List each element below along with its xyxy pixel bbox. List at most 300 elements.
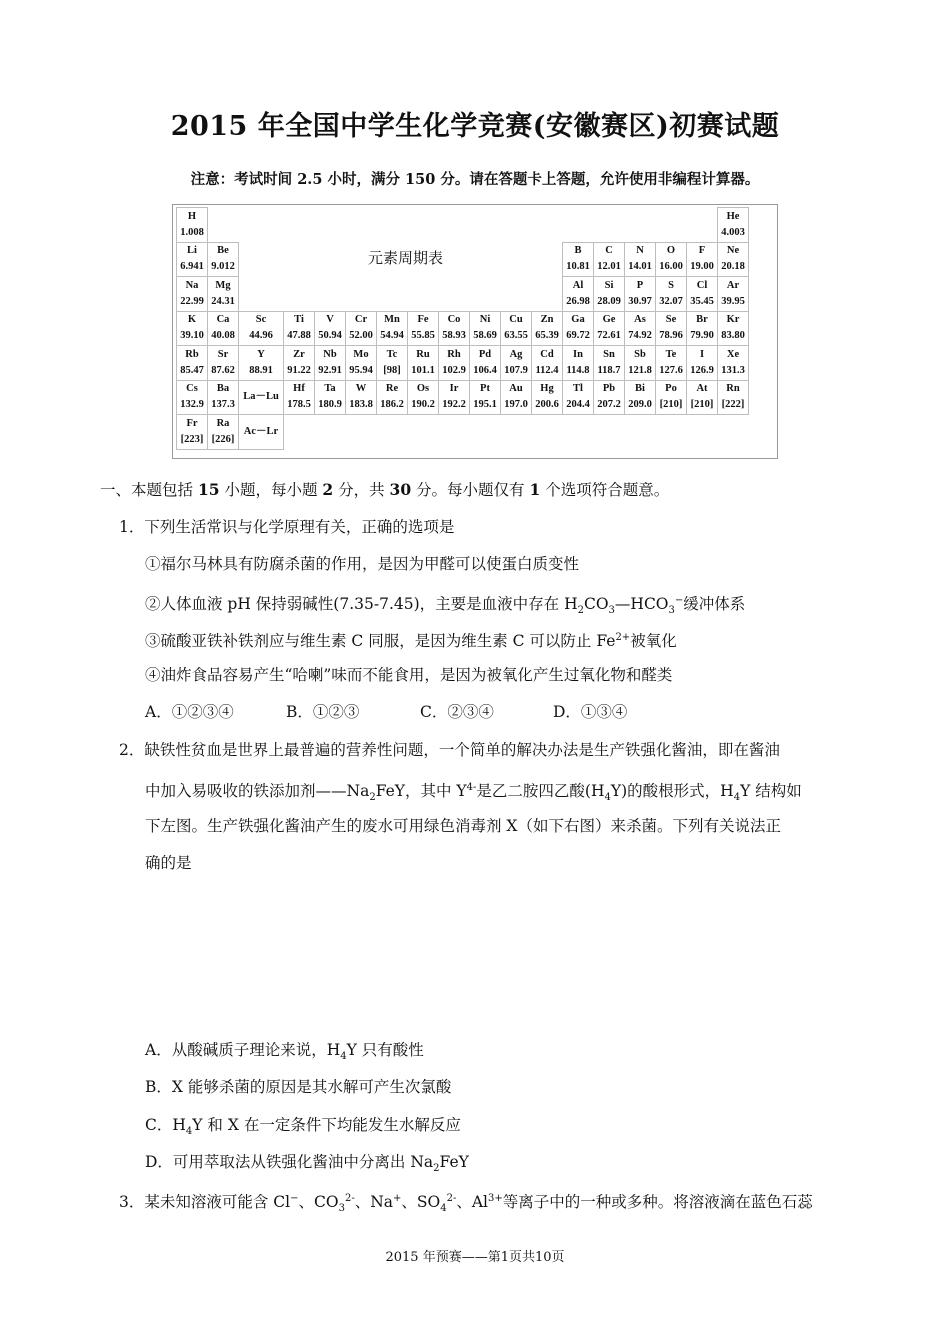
element-symbol: Cl <box>696 279 708 291</box>
element-symbol: Zr <box>293 348 305 360</box>
question-1-statement-1: ①福尔马林具有防腐杀菌的作用，是因为甲醛可以使蛋白质变性 <box>145 555 580 573</box>
element-symbol: La－Lu <box>243 391 279 403</box>
question-1-option-c: C．②③④ <box>420 703 494 721</box>
element-cell <box>346 346 377 381</box>
element-symbol: Ti <box>294 314 304 326</box>
empty-cell <box>501 277 532 312</box>
element-cell <box>377 380 408 415</box>
atomic-mass: 35.45 <box>690 295 714 307</box>
empty-cell <box>439 208 470 243</box>
empty-cell <box>239 277 284 312</box>
atomic-mass: 118.7 <box>597 364 621 376</box>
element-cell <box>501 346 532 381</box>
element-cell <box>284 311 315 346</box>
superscript: 4- <box>466 782 477 793</box>
element-cell <box>239 346 284 381</box>
atomic-mass: [222] <box>721 399 745 411</box>
atomic-mass: 14.01 <box>628 261 652 273</box>
element-symbol: H <box>187 210 197 222</box>
element-symbol: Ga <box>571 314 585 326</box>
atomic-mass: 207.2 <box>597 399 621 411</box>
element-symbol: Po <box>665 383 677 395</box>
text: 、CO <box>298 1193 339 1211</box>
text: 是乙二胺四乙酸(H <box>476 782 605 800</box>
atomic-mass: 44.96 <box>249 330 273 342</box>
empty-cell <box>532 208 563 243</box>
empty-cell <box>439 242 470 277</box>
empty-cell <box>594 208 625 243</box>
atomic-mass: 78.96 <box>659 330 683 342</box>
element-cell <box>656 311 687 346</box>
empty-cell <box>315 242 346 277</box>
element-cell <box>284 346 315 381</box>
text: 、Na <box>354 1193 394 1211</box>
atomic-mass: 92.91 <box>318 364 342 376</box>
text: A．从酸碱质子理论来说，H <box>145 1041 341 1059</box>
element-cell <box>470 311 501 346</box>
atomic-mass: 19.00 <box>690 261 714 273</box>
atomic-mass: 39.95 <box>721 295 745 307</box>
element-symbol: Au <box>509 383 523 395</box>
element-symbol: Cr <box>354 314 368 326</box>
element-cell <box>594 380 625 415</box>
element-symbol: Ar <box>726 279 740 291</box>
element-symbol: N <box>636 245 644 257</box>
element-symbol: Rb <box>185 348 199 360</box>
empty-cell <box>470 242 501 277</box>
question-2-option-b: B．X 能够杀菌的原因是其水解可产生次氯酸 <box>145 1078 452 1096</box>
question-1-stem: 1．下列生活常识与化学原理有关，正确的选项是 <box>119 518 455 536</box>
atomic-mass: 192.2 <box>442 399 466 411</box>
atomic-mass: 197.0 <box>504 399 528 411</box>
element-cell <box>177 242 208 277</box>
total-score: 30 <box>389 480 412 499</box>
superscript: 2+ <box>615 632 631 643</box>
periodic-table-row <box>177 242 749 277</box>
element-cell <box>625 242 656 277</box>
atomic-mass: 132.9 <box>180 399 204 411</box>
question-2-option-a <box>145 1039 424 1068</box>
atomic-mass: 190.2 <box>411 399 435 411</box>
atomic-mass: 131.3 <box>721 364 745 376</box>
element-symbol: Pt <box>480 383 490 395</box>
atomic-mass: 58.69 <box>473 330 497 342</box>
atomic-mass: [98] <box>383 364 401 376</box>
atomic-mass: 4.003 <box>721 226 745 238</box>
element-symbol: Ag <box>509 348 523 360</box>
periodic-table-row <box>177 311 749 346</box>
empty-cell <box>656 208 687 243</box>
element-symbol: Mn <box>384 314 400 326</box>
question-1-option-d: D．①③④ <box>553 703 628 721</box>
element-symbol: O <box>666 245 676 257</box>
empty-cell <box>239 208 284 243</box>
atomic-mass: 28.09 <box>597 295 621 307</box>
element-cell <box>532 311 563 346</box>
section-text: 一、本题包括 <box>100 481 198 499</box>
element-cell <box>408 346 439 381</box>
atomic-mass: 30.97 <box>628 295 652 307</box>
element-symbol: Ni <box>479 314 491 326</box>
element-symbol: Re <box>385 383 399 395</box>
question-1-option-b: B．①②③ <box>286 703 360 721</box>
subscript: 3 <box>338 1203 345 1214</box>
question-1-statement-2 <box>145 590 745 622</box>
empty-cell <box>470 277 501 312</box>
subscript: 3 <box>668 605 675 616</box>
score-per-question: 2 <box>322 480 334 499</box>
element-symbol: B <box>574 245 582 257</box>
element-cell <box>315 380 346 415</box>
element-cell <box>563 346 594 381</box>
empty-cell <box>625 415 656 450</box>
atomic-mass: 101.1 <box>411 364 435 376</box>
text: Y)的酸根形式，H <box>610 782 734 800</box>
atomic-mass: 65.39 <box>535 330 559 342</box>
element-cell <box>501 311 532 346</box>
element-cell <box>563 380 594 415</box>
element-cell <box>315 346 346 381</box>
section-1-instruction <box>100 479 669 501</box>
element-cell <box>563 242 594 277</box>
atomic-mass: 50.94 <box>318 330 342 342</box>
atomic-mass: 112.4 <box>535 364 559 376</box>
atomic-mass: 88.91 <box>249 364 273 376</box>
atomic-mass: [226] <box>211 433 235 445</box>
text: FeY，其中 Y <box>375 782 467 800</box>
empty-cell <box>346 208 377 243</box>
element-symbol: P <box>636 279 644 291</box>
atomic-mass: 20.18 <box>721 261 745 273</box>
element-symbol: Tl <box>573 383 583 395</box>
empty-cell <box>408 415 439 450</box>
element-cell <box>718 311 749 346</box>
page-title: 2015 年全国中学生化学竞赛(安徽赛区)初赛试题 <box>170 111 780 142</box>
text: Y 和 X 在一定条件下均能发生水解反应 <box>192 1116 461 1134</box>
question-2-option-c <box>145 1114 461 1143</box>
element-symbol: Li <box>187 245 197 257</box>
element-symbol: Cs <box>186 383 198 395</box>
element-cell <box>563 277 594 312</box>
superscript: + <box>393 1193 402 1204</box>
element-symbol: Hg <box>540 383 554 395</box>
atomic-mass: 39.10 <box>180 330 204 342</box>
element-cell <box>315 311 346 346</box>
element-cell <box>687 277 718 312</box>
empty-cell <box>346 277 377 312</box>
element-symbol: Ba <box>216 383 230 395</box>
element-symbol: Ra <box>216 417 230 429</box>
superscript: − <box>674 595 684 606</box>
periodic-table-row <box>177 208 749 243</box>
element-symbol: Mo <box>353 348 369 360</box>
element-symbol: Sc <box>255 314 267 326</box>
empty-cell <box>284 277 315 312</box>
atomic-mass: 114.8 <box>566 364 590 376</box>
element-symbol: Sr <box>217 348 229 360</box>
element-symbol: Ir <box>449 383 459 395</box>
empty-cell <box>439 415 470 450</box>
subscript: 2 <box>577 605 584 616</box>
element-cell <box>718 346 749 381</box>
subscript: 4 <box>604 792 611 803</box>
element-cell <box>563 311 594 346</box>
empty-cell <box>377 415 408 450</box>
element-symbol: Mg <box>215 279 231 291</box>
atomic-mass: 9.012 <box>211 261 235 273</box>
question-1-statement-3 <box>145 627 677 652</box>
empty-cell <box>563 208 594 243</box>
atomic-mass: 83.80 <box>721 330 745 342</box>
empty-cell <box>408 208 439 243</box>
element-cell <box>656 277 687 312</box>
element-symbol: Ca <box>216 314 230 326</box>
subscript: 4 <box>733 792 741 803</box>
text: Y 只有酸性 <box>346 1041 424 1059</box>
empty-cell <box>563 415 594 450</box>
text: 等离子中的一种或多种。将溶液滴在蓝色石蕊 <box>502 1193 813 1211</box>
element-cell <box>470 380 501 415</box>
text: D．可用萃取法从铁强化酱油中分离出 Na <box>145 1153 434 1171</box>
element-symbol: Cd <box>540 348 554 360</box>
element-symbol: As <box>634 314 646 326</box>
atomic-mass: 58.93 <box>442 330 466 342</box>
atomic-mass: [210] <box>690 399 714 411</box>
question-count: 15 <box>197 480 220 499</box>
element-symbol: I <box>699 348 705 360</box>
element-symbol: Pd <box>478 348 492 360</box>
element-symbol: Xe <box>726 348 740 360</box>
atomic-mass: 180.9 <box>318 399 342 411</box>
atomic-mass: 126.9 <box>690 364 714 376</box>
atomic-mass: 204.4 <box>566 399 590 411</box>
text: 缓冲体系 <box>683 595 746 613</box>
element-cell <box>439 380 470 415</box>
text: 被氧化 <box>630 632 677 650</box>
element-symbol: F <box>698 245 706 257</box>
atomic-mass: 22.99 <box>180 295 204 307</box>
question-2-line-3: 下左图。生产铁强化酱油产生的废水可用绿色消毒剂 X（如下右图）来杀菌。下列有关说法正 <box>145 817 781 835</box>
element-symbol: Ta <box>324 383 336 395</box>
element-symbol: Tc <box>386 348 398 360</box>
element-symbol: V <box>326 314 334 326</box>
element-cell <box>594 242 625 277</box>
element-cell <box>594 311 625 346</box>
atomic-mass: 32.07 <box>659 295 683 307</box>
empty-cell <box>315 208 346 243</box>
element-cell <box>408 380 439 415</box>
atomic-mass: 200.6 <box>535 399 559 411</box>
atomic-mass: 95.94 <box>349 364 373 376</box>
empty-cell <box>687 415 718 450</box>
element-cell <box>177 380 208 415</box>
element-cell <box>284 380 315 415</box>
atomic-mass: 6.941 <box>180 261 204 273</box>
atomic-mass: 1.008 <box>180 226 204 238</box>
element-symbol: Rh <box>447 348 461 360</box>
empty-cell <box>501 208 532 243</box>
element-symbol: Si <box>604 279 614 291</box>
element-symbol: W <box>355 383 367 395</box>
empty-cell <box>315 415 346 450</box>
atomic-mass: 55.85 <box>411 330 435 342</box>
periodic-table <box>176 207 749 450</box>
atomic-mass: 85.47 <box>180 364 204 376</box>
exam-notice: 注意：考试时间 2.5 小时，满分 150 分。请在答题卡上答题，允许使用非编程计算器。 <box>190 171 760 188</box>
element-cell <box>594 346 625 381</box>
empty-cell <box>656 415 687 450</box>
atomic-mass: 24.31 <box>211 295 235 307</box>
element-cell <box>208 311 239 346</box>
section-text: 个选项符合题意。 <box>540 481 670 499</box>
empty-cell <box>377 208 408 243</box>
element-cell <box>377 311 408 346</box>
empty-cell <box>625 208 656 243</box>
element-cell <box>687 242 718 277</box>
text: ②人体血液 pH 保持弱碱性(7.35-7.45)，主要是血液中存在 H <box>145 595 578 613</box>
element-symbol: Hf <box>293 383 305 395</box>
element-cell <box>625 277 656 312</box>
superscript: 2- <box>344 1193 355 1204</box>
atomic-mass: 195.1 <box>473 399 497 411</box>
atomic-mass: 102.9 <box>442 364 466 376</box>
element-cell <box>625 380 656 415</box>
text: 3．某未知溶液可能含 Cl <box>119 1193 291 1211</box>
element-symbol: Rn <box>726 383 740 395</box>
element-symbol: Na <box>185 279 199 291</box>
element-cell <box>656 242 687 277</box>
element-symbol: Sb <box>634 348 646 360</box>
atomic-mass: 178.5 <box>287 399 311 411</box>
element-cell <box>208 346 239 381</box>
empty-cell <box>377 277 408 312</box>
text: —HCO <box>614 595 669 613</box>
element-cell <box>346 311 377 346</box>
element-cell <box>687 346 718 381</box>
element-cell <box>687 311 718 346</box>
superscript: 3+ <box>488 1193 503 1204</box>
empty-cell <box>439 277 470 312</box>
element-cell <box>439 346 470 381</box>
question-1-option-a: A．①②③④ <box>145 703 234 721</box>
subscript: 4 <box>440 1203 447 1214</box>
element-symbol: Ac－Lr <box>243 425 279 437</box>
element-cell <box>177 415 208 450</box>
element-cell <box>239 311 284 346</box>
element-symbol: Bi <box>635 383 645 395</box>
element-symbol: He <box>726 210 740 222</box>
text: 中加入易吸收的铁添加剂——Na <box>145 782 370 800</box>
atomic-mass: 183.8 <box>349 399 373 411</box>
element-symbol: Os <box>416 383 430 395</box>
empty-cell <box>594 415 625 450</box>
atomic-mass: 69.72 <box>566 330 590 342</box>
element-cell <box>656 380 687 415</box>
element-cell <box>625 346 656 381</box>
element-symbol: Nb <box>323 348 337 360</box>
element-symbol: Fe <box>417 314 429 326</box>
text: C．H <box>145 1116 186 1134</box>
atomic-mass: 10.81 <box>566 261 590 273</box>
element-symbol: Kr <box>726 314 740 326</box>
element-symbol: C <box>605 245 613 257</box>
element-cell <box>408 311 439 346</box>
element-cell <box>594 277 625 312</box>
empty-cell <box>346 415 377 450</box>
empty-cell <box>532 277 563 312</box>
subscript: 2 <box>433 1163 440 1174</box>
subscript: 4 <box>185 1126 193 1137</box>
element-cell <box>718 208 749 243</box>
element-symbol: Br <box>696 314 708 326</box>
element-cell <box>718 380 749 415</box>
element-cell <box>208 277 239 312</box>
periodic-table-row <box>177 415 749 450</box>
element-cell <box>208 242 239 277</box>
element-cell <box>177 311 208 346</box>
element-cell <box>718 277 749 312</box>
element-symbol: Te <box>665 348 677 360</box>
element-symbol: Fr <box>186 417 198 429</box>
element-symbol: Cu <box>509 314 523 326</box>
element-cell <box>625 311 656 346</box>
atomic-mass: 63.55 <box>504 330 528 342</box>
element-cell <box>470 346 501 381</box>
element-cell <box>177 277 208 312</box>
atomic-mass: 12.01 <box>597 261 621 273</box>
atomic-mass: 107.9 <box>504 364 528 376</box>
empty-cell <box>315 277 346 312</box>
element-cell <box>346 380 377 415</box>
element-cell <box>532 346 563 381</box>
atomic-mass: 26.98 <box>566 295 590 307</box>
element-symbol: K <box>187 314 197 326</box>
empty-cell <box>284 242 315 277</box>
atomic-mass: 186.2 <box>380 399 404 411</box>
element-cell <box>239 380 284 415</box>
atomic-mass: 79.90 <box>690 330 714 342</box>
text: 、SO <box>401 1193 441 1211</box>
element-cell <box>177 346 208 381</box>
periodic-table-row <box>177 380 749 415</box>
element-symbol: Se <box>665 314 677 326</box>
question-2-line-2 <box>145 777 802 809</box>
element-symbol: Al <box>572 279 584 291</box>
empty-cell <box>501 242 532 277</box>
question-1-statement-4: ④油炸食品容易产生“哈喇”味而不能食用，是因为被氧化产生过氧化物和醛类 <box>145 666 673 684</box>
empty-cell <box>470 415 501 450</box>
element-symbol: Ne <box>726 245 740 257</box>
atomic-mass: 91.22 <box>287 364 311 376</box>
atomic-mass: 74.92 <box>628 330 652 342</box>
periodic-table-row <box>177 277 749 312</box>
superscript: 2- <box>446 1193 457 1204</box>
text: ③硫酸亚铁补铁剂应与维生素 C 同服，是因为维生素 C 可以防止 Fe <box>145 632 616 650</box>
atomic-mass: 106.4 <box>473 364 497 376</box>
empty-cell <box>532 415 563 450</box>
empty-cell <box>239 242 284 277</box>
empty-cell <box>408 277 439 312</box>
empty-cell <box>501 415 532 450</box>
element-cell <box>656 346 687 381</box>
question-2-option-d <box>145 1151 469 1180</box>
periodic-table-label: 元素周期表 <box>368 249 444 267</box>
subscript: 2 <box>369 792 376 803</box>
element-symbol: Sn <box>603 348 615 360</box>
empty-cell <box>687 208 718 243</box>
atomic-mass: 121.8 <box>628 364 652 376</box>
page-footer: 2015 年预赛——第1页共10页 <box>385 1250 565 1265</box>
